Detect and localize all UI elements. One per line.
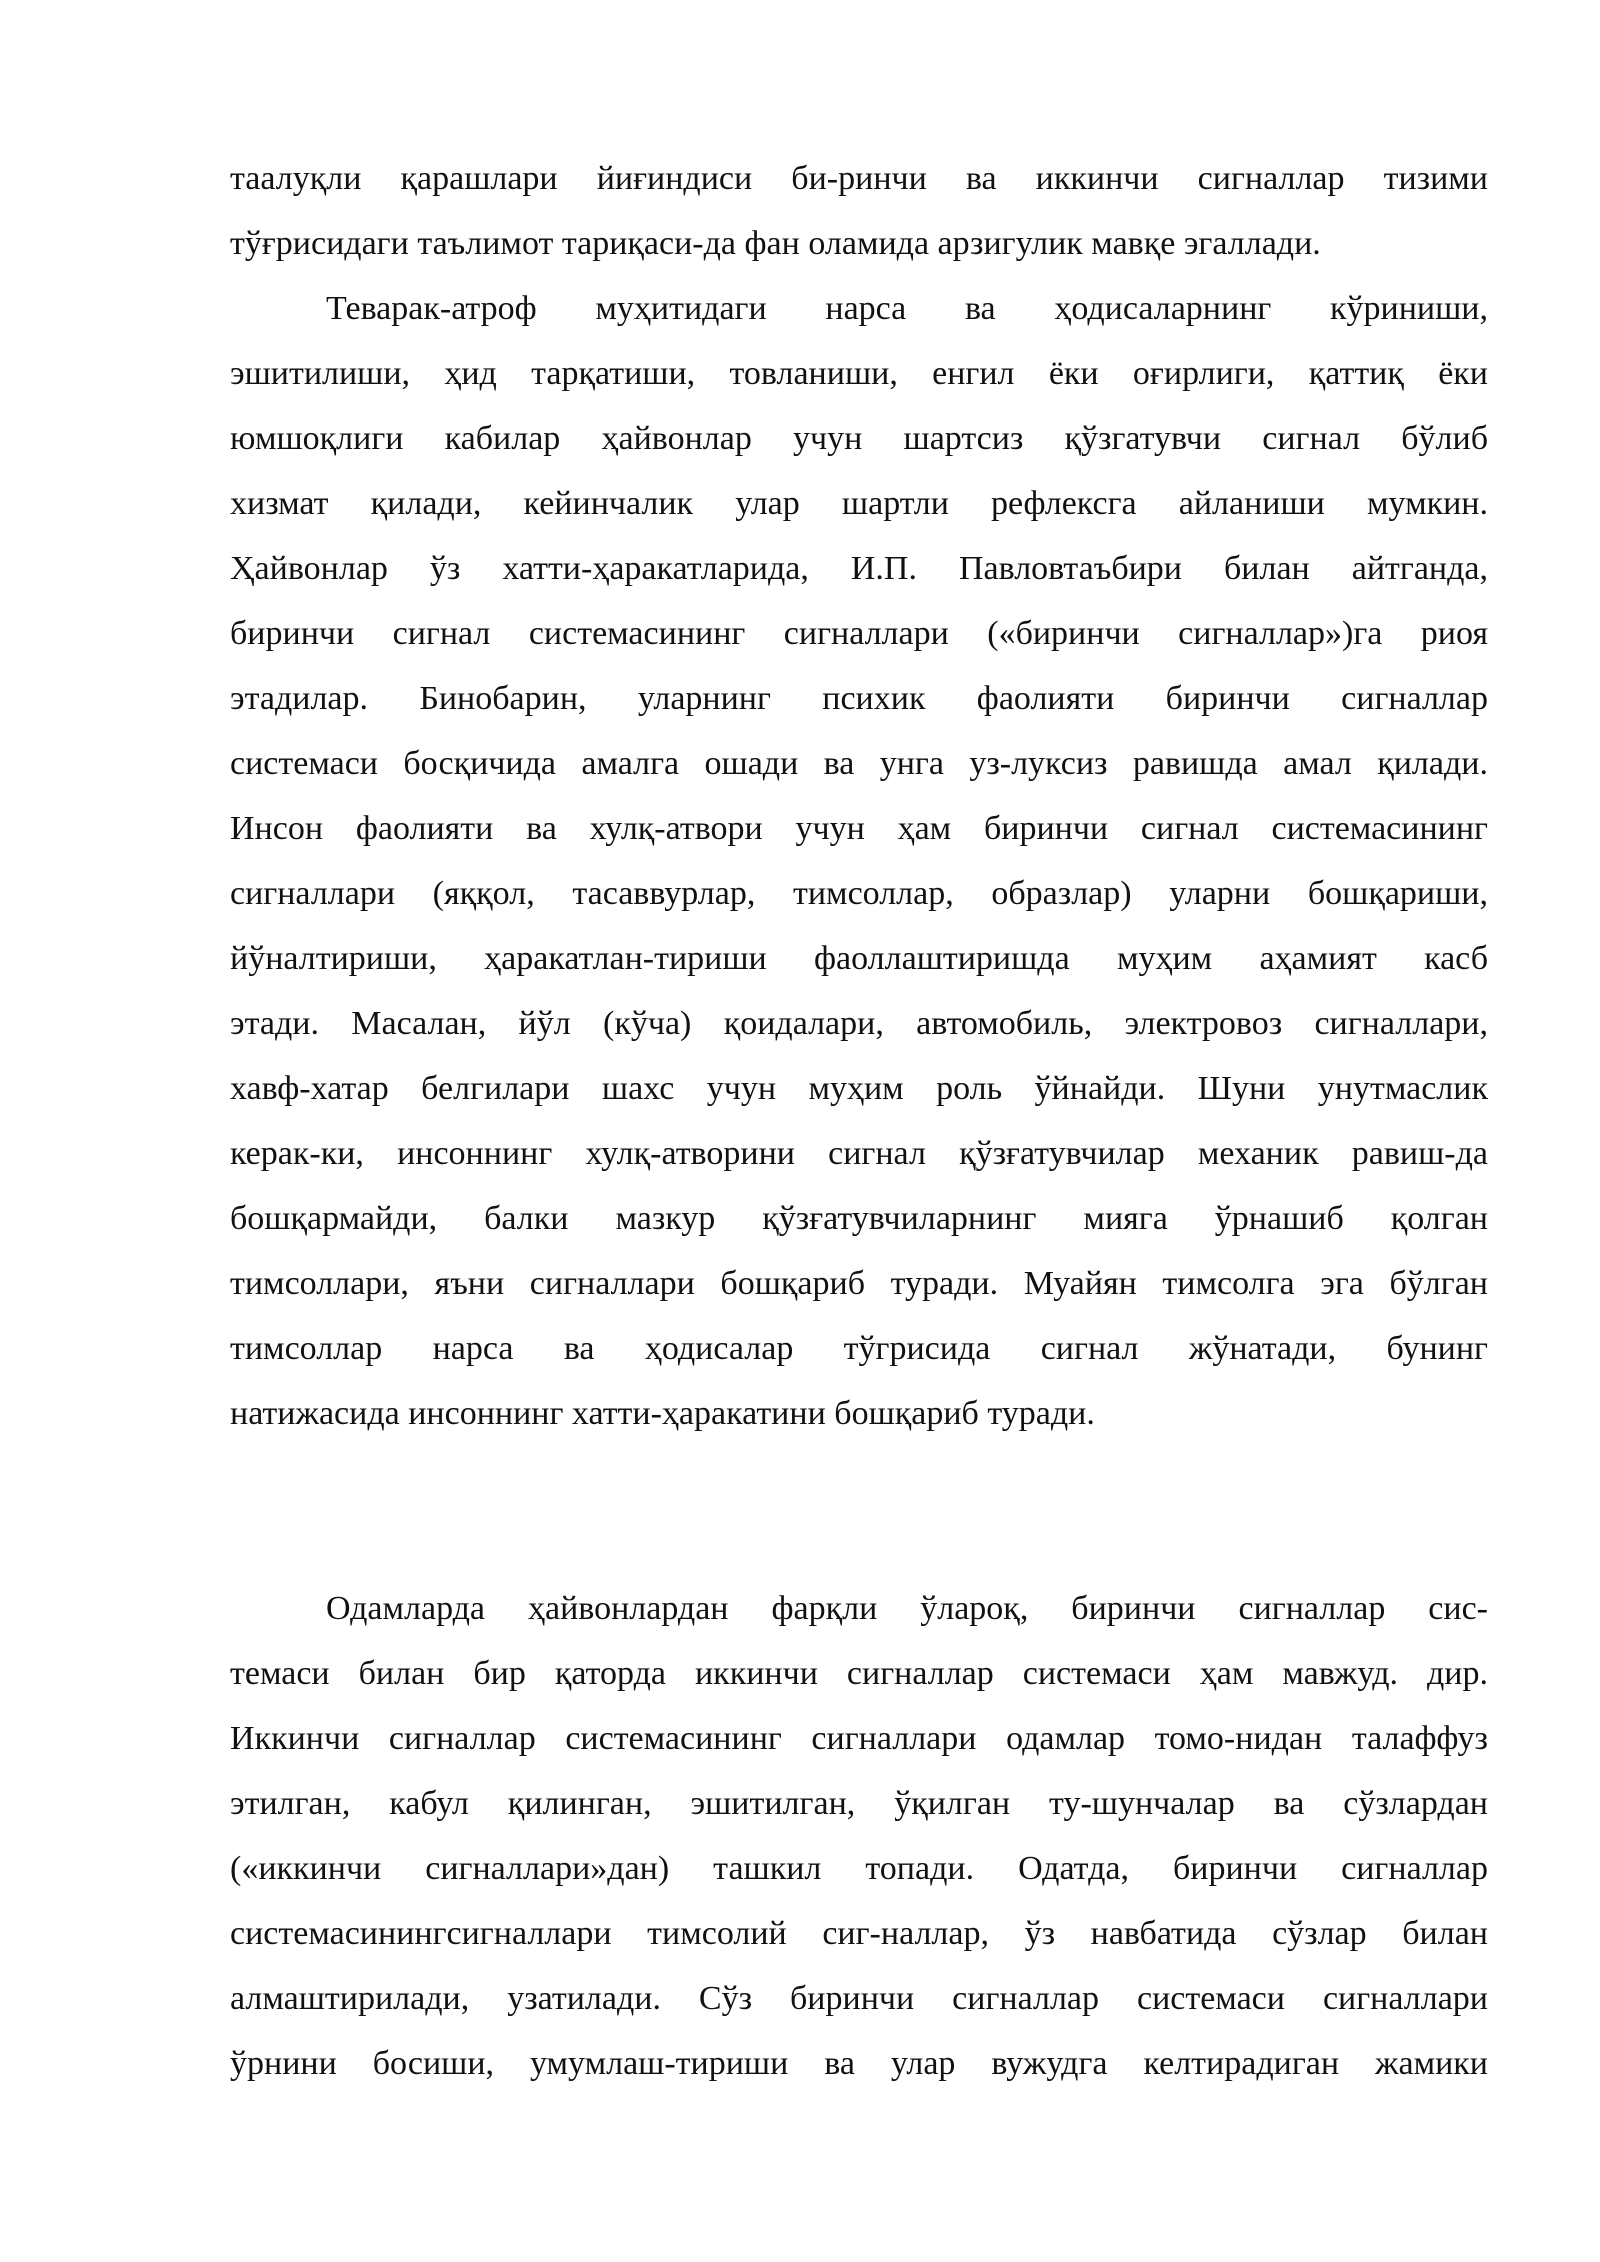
text-line: керак-ки, инсоннинг хулқ-атворини сигнал қўзғатувчилар механик равиш-да bbox=[230, 1135, 1488, 1172]
text-line: йўналтириши, ҳаракатлан-тириши фаоллаштиришда муҳим аҳамият касб bbox=[230, 940, 1488, 977]
text-line: («иккинчи сигналлари»дан) ташкил топади. Одатда, биринчи сигналлар bbox=[230, 1850, 1488, 1887]
text-line: хизмат қилади, кейинчалик улар шартли рефлексга айланиши мумкин. bbox=[230, 485, 1488, 522]
text-line: этади. Масалан, йўл (кўча) қоидалари, автомобиль, электровоз сигналлари, bbox=[230, 1005, 1488, 1042]
text-line: этадилар. Бинобарин, уларнинг психик фаолияти биринчи сигналлар bbox=[230, 680, 1488, 717]
text-line: Ҳайвонлар ўз хатти-ҳаракатларида, И.П. Павловтаъбири билан айтганда, bbox=[230, 550, 1488, 587]
paragraph-second-signal-system bbox=[230, 1576, 1488, 2096]
text-line: сигналлари (яққол, тасаввурлар, тимсоллар, образлар) уларни бошқариши, bbox=[230, 875, 1488, 912]
text-line: Теварак-атроф муҳитидаги нарса ва ҳодисаларнинг кўриниши, bbox=[326, 290, 1488, 327]
text-block-upper bbox=[230, 146, 1488, 1446]
text-line: системасинингсигналлари тимсолий сиг-наллар, ўз навбатида сўзлар билан bbox=[230, 1915, 1488, 1952]
text-line: темаси билан бир қаторда иккинчи сигналлар системаси ҳам мавжуд. дир. bbox=[230, 1655, 1488, 1692]
text-line: Инсон фаолияти ва хулқ-атвори учун ҳам биринчи сигнал системасининг bbox=[230, 810, 1488, 847]
text-block-lower bbox=[230, 1576, 1488, 2096]
text-line: таалуқли қарашлари йиғиндиси би-ринчи ва иккинчи сигналлар тизими bbox=[230, 160, 1488, 197]
text-line: эшитилиши, ҳид тарқатиши, товланиши, енгил ёки оғирлиги, қаттиқ ёки bbox=[230, 355, 1488, 392]
text-line: Одамларда ҳайвонлардан фарқли ўлароқ, биринчи сигналлар сис- bbox=[326, 1590, 1488, 1627]
text-line: системаси босқичида амалга ошади ва унга уз-луксиз равишда амал қилади. bbox=[230, 745, 1488, 782]
text-line: натижасида инсоннинг хатти-ҳаракатини бошқариб туради. bbox=[230, 1395, 1095, 1432]
text-line: тўғрисидаги таълимот тариқаси-да фан оламида арзигулик мавқе эгаллади. bbox=[230, 225, 1321, 262]
text-line: тимсоллари, яъни сигналлари бошқариб туради. Муайян тимсолга эга бўлган bbox=[230, 1265, 1488, 1302]
text-line: ўрнини босиши, умумлаш-тириши ва улар вужудга келтирадиган жамики bbox=[230, 2045, 1488, 2082]
text-line: алмаштирилади, узатилади. Сўз биринчи сигналлар системаси сигналлари bbox=[230, 1980, 1488, 2017]
text-line: тимсоллар нарса ва ҳодисалар тўгрисида сигнал жўнатади, бунинг bbox=[230, 1330, 1488, 1367]
text-line: юмшоқлиги кабилар ҳайвонлар учун шартсиз қўзгатувчи сигнал бўлиб bbox=[230, 420, 1488, 457]
paragraph-surroundings bbox=[230, 276, 1488, 1446]
text-line: этилган, кабул қилинган, эшитилган, ўқилган ту-шунчалар ва сўзлардан bbox=[230, 1785, 1488, 1822]
text-line: бошқармайди, балки мазкур қўзғатувчиларнинг мияга ўрнашиб қолган bbox=[230, 1200, 1488, 1237]
text-line: хавф-хатар белгилари шахс учун муҳим роль ўйнайди. Шуни унутмаслик bbox=[230, 1070, 1488, 1107]
text-line: биринчи сигнал системасининг сигналлари («биринчи сигналлар»)га риоя bbox=[230, 615, 1488, 652]
text-line: Иккинчи сигналлар системасининг сигналлари одамлар томо-нидан талаффуз bbox=[230, 1720, 1488, 1757]
paragraph-continuation bbox=[230, 146, 1488, 276]
